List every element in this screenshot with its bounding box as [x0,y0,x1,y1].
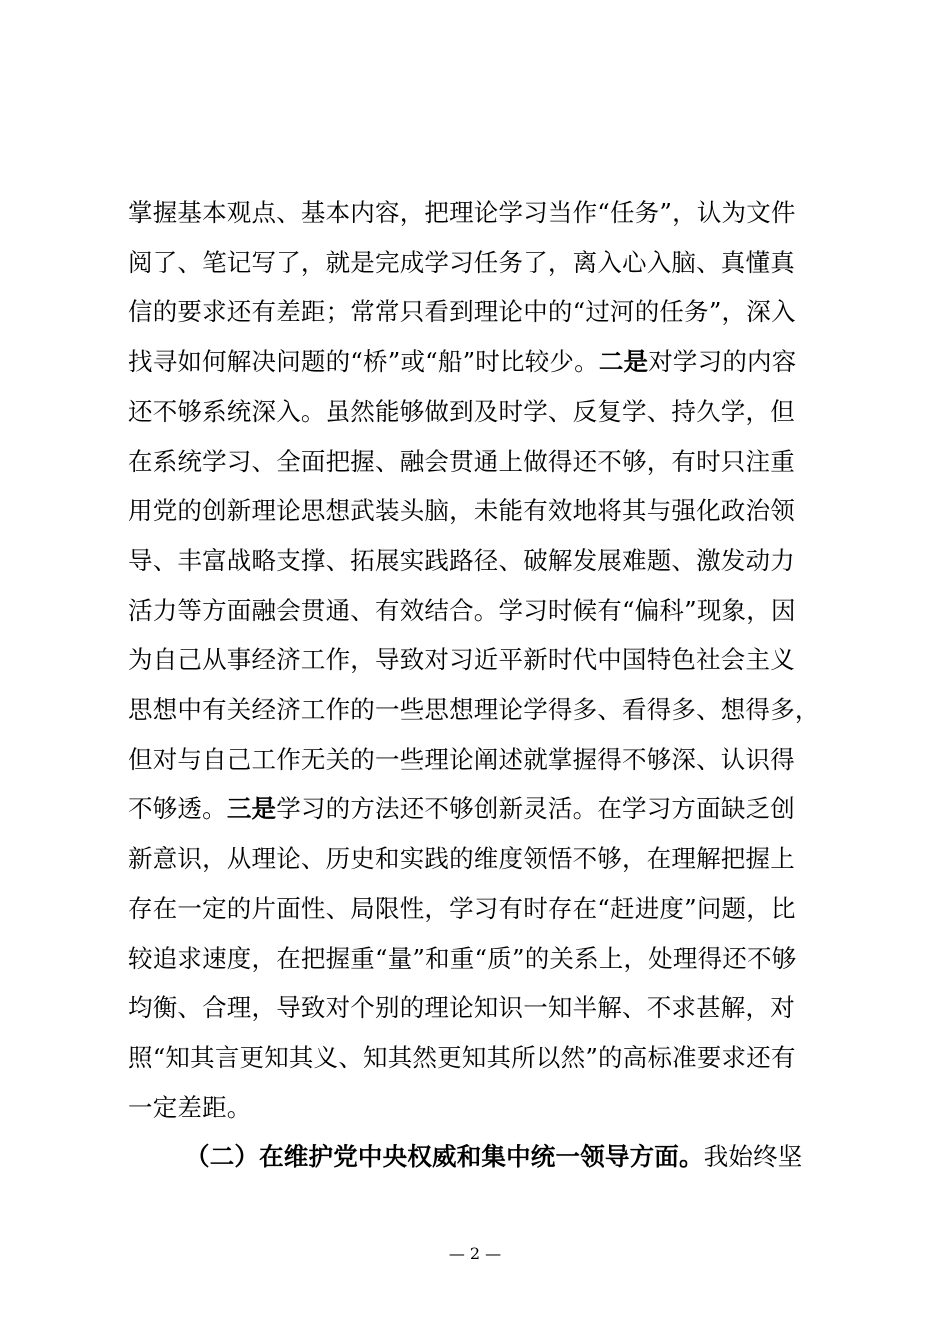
text-segment: 不够透。 [128,794,227,823]
text-line [128,337,796,387]
text-segment: 在系统学习、全面把握、融会贯通上做得还不够，有时只注重 [128,447,795,476]
text-line [128,287,796,337]
text-segment: 思想中有关经济工作的一些思想理论学得多、看得多、想得多， [128,695,820,724]
text-segment: 对学习的内容 [648,347,797,376]
text-segment: 用党的创新理论思想武装头脑，未能有效地将其与强化政治领 [128,496,795,525]
text-line [128,536,795,586]
text-line [128,238,795,288]
text-line [128,586,796,636]
text-line [128,1083,252,1133]
text-line [185,1132,803,1182]
text-line [128,1033,796,1083]
text-segment: 信的要求还有差距；常常只看到理论中的“过河的任务”，深入 [128,297,796,326]
text-segment: 导、丰富战略支撑、拓展实践路径、破解发展难题、激发动力 [128,546,795,575]
text-segment: 照“知其言更知其义、知其然更知其所以然”的高标准要求还有 [128,1043,796,1072]
text-segment: 还不够系统深入。虽然能够做到及时学、反复学、持久学，但 [128,397,795,426]
text-line [128,437,795,487]
page-number: — 2 — [448,1244,502,1263]
text-segment: 但对与自己工作无关的一些理论阐述就掌握得不够深、认识得 [128,745,795,774]
text-segment: 学习的方法还不够创新灵活。在学习方面缺乏创 [276,794,795,823]
text-segment: 活力等方面融会贯通、有效结合。学习时候有“偏科”现象，因 [128,596,796,625]
text-line [128,834,795,884]
bold-text-segment: （二）在维护党中央权威和集中统一领导方面。 [185,1142,704,1171]
text-line [128,486,795,536]
text-segment: 均衡、合理，导致对个别的理论知识一知半解、不求甚解，对 [128,993,795,1022]
text-segment: 掌握基本观点、基本内容，把理论学习当作“任务”，认为文件 [128,198,796,227]
text-segment: 我始终坚 [703,1142,803,1171]
bold-text-segment: 二是 [598,347,649,376]
text-segment: 找寻如何解决问题的“桥”或“船”时比较少。 [128,347,599,376]
text-segment: 为自己从事经济工作，导致对习近平新时代中国特色社会主义 [128,645,795,674]
text-line [128,188,796,238]
text-line [128,934,796,984]
text-line [128,635,795,685]
bold-text-segment: 三是 [226,794,277,823]
text-segment: 存在一定的片面性、局限性，学习有时存在“赶进度”问题，比 [128,894,796,923]
text-segment: 较追求速度，在把握重“量”和重“质”的关系上，处理得还不够 [128,944,797,973]
text-line [128,983,795,1033]
text-line [128,387,795,437]
text-line [128,735,795,785]
text-line [128,884,796,934]
text-segment: 一定差距。 [128,1093,252,1122]
text-segment: 阅了、笔记写了，就是完成学习任务了，离入心入脑、真懂真 [128,248,795,277]
text-line [128,685,820,735]
text-line [128,784,795,834]
text-segment: 新意识，从理论、历史和实践的维度领悟不够，在理解把握上 [128,844,795,873]
